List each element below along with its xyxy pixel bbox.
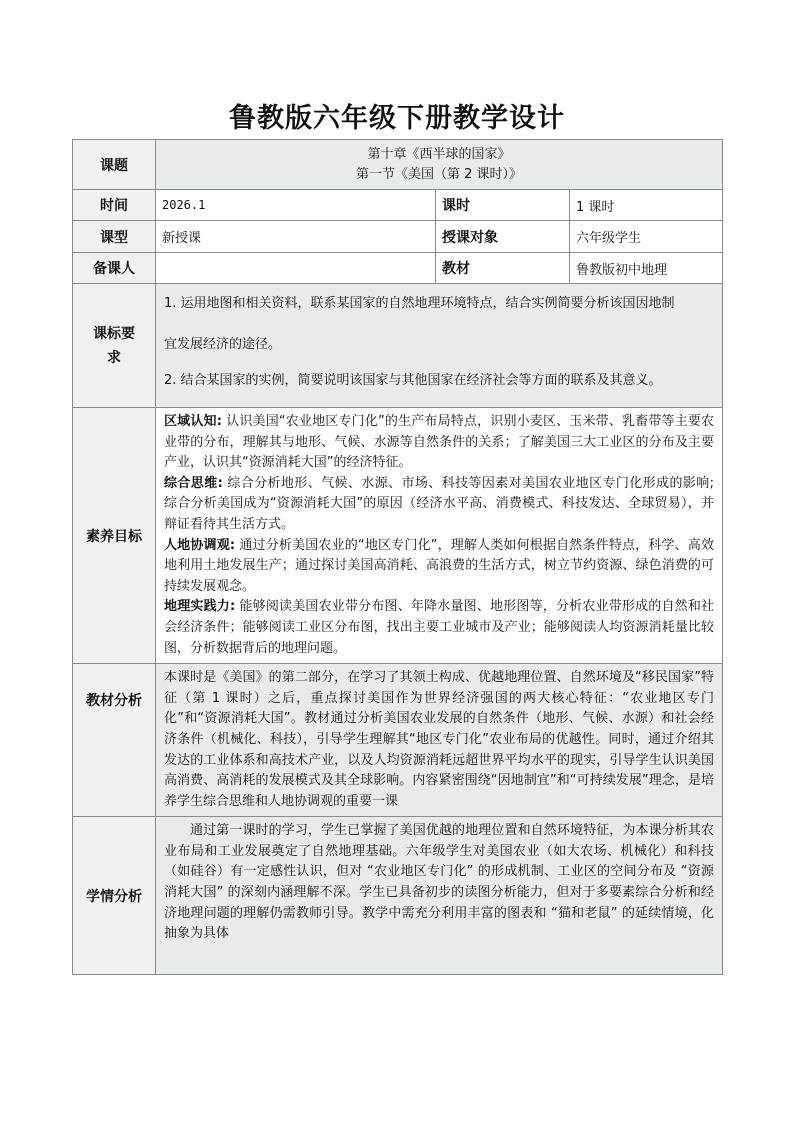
literacy-content (156, 408, 723, 664)
standard-item-1b: 宜发展经济的途径。 (164, 336, 282, 352)
analysis-label: 教材分析 (73, 664, 156, 817)
row-analysis (73, 664, 723, 817)
literacy-item-text: 认识美国“农业地区专门化”的生产布局特点，识别小麦区、玉米带、乳畜带等主要农业带的分布，理解其与地形、气候、水源等自然条件的关系；了解美国三大工业区的分布及主要产业，认识其“资源消耗大国”的经济特征。 (164, 414, 715, 471)
learners-text: 通过第一课时的学习，学生已掌握了美国优越的地理位置和自然环境特征，为本课分析其农业布局和工业发展奠定了自然地理基础。六年级学生对美国农业（如大农场、机械化）和科技（如硅谷）有一定感性认识，但对 “农业地区专门化” 的形成机制、工业区的空间分布及 “资源消耗大国” 的深刻内涵理解不深。学生已具备初步的读图分析能力，但对于多要素综合分析和经济地理问题的理解仍需教师引导。教学中需充分利用丰富的图表和 “猫和老鼠” 的延续情境，化抽象为具体 (164, 823, 715, 942)
standards-content (156, 284, 723, 408)
standards-label-text: 课标要求 (93, 325, 135, 366)
learners-content (156, 817, 723, 975)
type-label: 课型 (73, 221, 156, 253)
audience-value: 六年级学生 (570, 221, 723, 253)
textbook-value: 鲁教版初中地理 (570, 253, 723, 284)
row-standards (73, 284, 723, 408)
document-title: 鲁教版六年级下册教学设计 (229, 103, 565, 134)
type-value: 新授课 (156, 221, 436, 253)
time-label: 时间 (73, 190, 156, 221)
topic-line-2: 第一节《美国（第 2 课时）》 (355, 166, 523, 182)
periods-value: 1 课时 (570, 190, 723, 221)
standard-item-1a: 1. 运用地图和相关资料，联系某国家的自然地理环境特点，结合实例简要分析该国因地制 (164, 296, 675, 311)
literacy-item-head: 人地协调观: (164, 537, 236, 553)
literacy-item (164, 412, 714, 474)
row-literacy (73, 408, 723, 664)
time-value: 2026.1 (156, 190, 436, 221)
literacy-item (164, 597, 714, 659)
row-topic (73, 140, 723, 190)
literacy-item (164, 474, 714, 536)
topic-line-1: 第十章《西半球的国家》 (367, 146, 511, 162)
row-time (73, 190, 723, 221)
analysis-text: 本课时是《美国》的第二部分，在学习了其领土构成、优越地理位置、自然环境及“移民国家”特征（第 1 课时）之后，重点探讨美国作为世界经济强国的两大核心特征：“农业地区专门化”和“资源消耗大国”。教材通过分析美国农业发展的自然条件（地形、气候、水源）和社会经济条件（机械化、科技），引导学生理解其“地区专门化”农业布局的优越性。同时，通过介绍其发达的工业体系和高技术产业，以及人均资源消耗远超世界平均水平的现实，引导学生认识美国高消费、高消耗的发展模式及其全球影响。内容紧密围绕“因地制宜”和“可持续发展”理念，是培养学生综合思维和人地协调观的重要一课 (164, 670, 715, 809)
textbook-label: 教材 (436, 253, 570, 284)
literacy-item-head: 区域认知: (164, 414, 222, 429)
lesson-plan-table (72, 139, 723, 975)
audience-label: 授课对象 (436, 221, 570, 253)
row-learners (73, 817, 723, 975)
literacy-item-head: 地理实践力: (164, 599, 236, 615)
standards-label (73, 284, 156, 408)
standard-item-2: 2. 结合某国家的实例，简要说明该国家与其他国家在经济社会等方面的联系及其意义。 (164, 373, 662, 389)
literacy-item-text: 综合分析地形、气候、水源、市场、科技等因素对美国农业地区专门化形成的影响; 综合分析美国成为“资源消耗大国”的原因（经济水平高、消费模式、科技发达、全球贸易），并辩证看待其生活方式。 (164, 475, 715, 532)
literacy-label: 素养目标 (73, 408, 156, 664)
row-preparer (73, 253, 723, 284)
literacy-item-text: 通过分析美国农业的“地区专门化”，理解人类如何根据自然条件特点，科学、高效地利用土地发展生产；通过探讨美国高消耗、高浪费的生活方式，树立节约资源、绿色消费的可持续发展观念。 (164, 537, 715, 594)
preparer-value (156, 253, 436, 284)
row-type (73, 221, 723, 253)
periods-label: 课时 (436, 190, 570, 221)
topic-label: 课题 (73, 140, 156, 190)
literacy-item-head: 综合思维: (164, 475, 223, 491)
analysis-content (156, 664, 723, 817)
preparer-label: 备课人 (73, 253, 156, 284)
learners-label: 学情分析 (73, 817, 156, 975)
topic-value (156, 140, 723, 190)
literacy-item-text: 能够阅读美国农业带分布图、年降水量图、地形图等，分析农业带形成的自然和社会经济条件；能够阅读工业区分布图，找出主要工业城市及产业；能够阅读人均资源消耗量比较图，分析数据背后的地理问题。 (164, 599, 715, 656)
literacy-item (164, 536, 714, 598)
